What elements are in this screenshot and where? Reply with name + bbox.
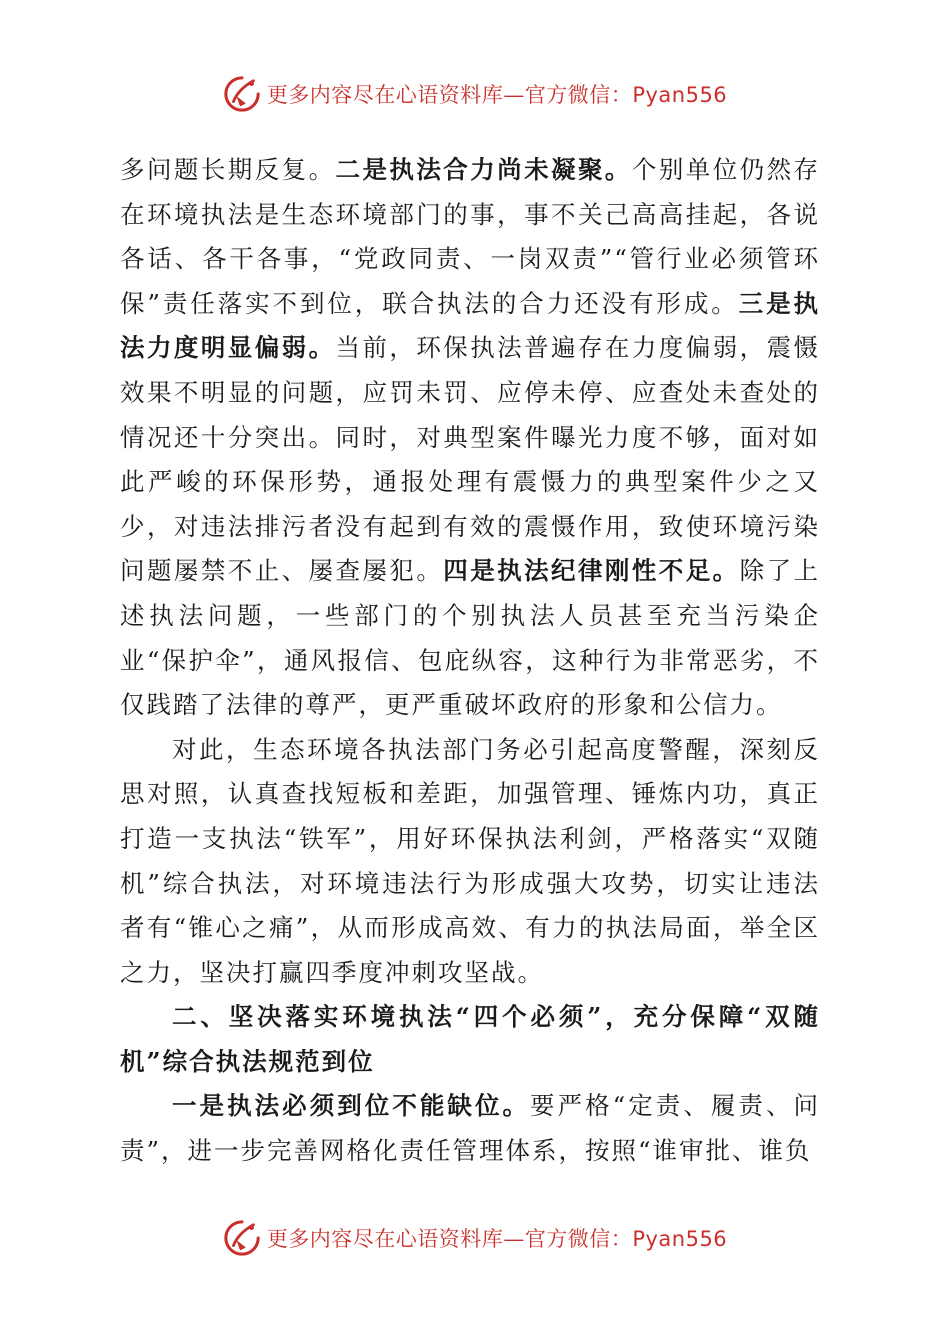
text-run: 多问题长期反复。 — [120, 155, 336, 184]
brush-seal-logo-icon — [223, 1219, 261, 1257]
bold-text-run: 二、坚决落实环境执法“四个必须”，充分保障“双随机”综合执法规范到位 — [120, 1002, 820, 1076]
bold-text-run: 三是执法力度明显偏弱。 — [120, 288, 820, 363]
paragraph — [120, 148, 820, 728]
text-run: 要严格“定责、履责、问责”，进一步完善网格化责任管理体系，按照“谁审批、谁负 — [120, 1091, 820, 1166]
text-run: 除了上述执法问题，一些部门的个别执法人员甚至充当污染企业“保护伞”，通风报信、包庇纵容，这种行为非常恶劣，不仅践踏了法律的尊严，更严重破坏政府的形象和公信力。 — [120, 556, 821, 720]
article-body — [120, 148, 820, 1174]
header-banner-text: 更多内容尽在心语资料库—官方微信：Pyan556 — [266, 83, 728, 107]
text-run: 对此，生态环境各执法部门务必引起高度警醒，深刻反思对照，认真查找短板和差距，加强管理、锤炼内功，真正打造一支执法“铁军”，用好环保执法利剑，严格落实“双随机”综合执法，对环境违法行为形成强大攻势，切实让违法者有“锥心之痛”，从而形成高效、有力的执法局面，举全区之力，坚决打赢四季度冲刺攻坚战。 — [120, 734, 820, 987]
paragraph — [120, 728, 820, 996]
header-banner — [0, 72, 950, 116]
bold-text-run: 二是执法合力尚未凝聚。 — [335, 155, 632, 184]
text-run: 个别单位仍然存在环境执法是生态环境部门的事，事不关己高高挂起，各说各话、各干各事，“党政同责、一岗双责”“管行业必须管环保”责任落实不到位，联合执法的合力还没有形成。 — [120, 155, 821, 318]
paragraph — [120, 1084, 820, 1173]
bold-text-run: 一是执法必须到位不能缺位。 — [172, 1091, 531, 1121]
brush-seal-logo-icon — [223, 75, 261, 113]
bold-text-run: 四是执法纪律刚性不足。 — [443, 556, 740, 586]
text-run: 当前，环保执法普遍存在力度偏弱，震慑效果不明显的问题，应罚未罚、应停未停、应查处未查处的情况还十分突出。同时，对典型案件曝光力度不够，面对如此严峻的环保形势，通报处理有震慑力的典型案件少之又少，对违法排污者没有起到有效的震慑作用，致使环境污染问题屡禁不止、屡查屡犯。 — [120, 333, 821, 586]
footer-banner-text: 更多内容尽在心语资料库—官方微信：Pyan556 — [266, 1227, 728, 1251]
paragraph — [120, 995, 820, 1084]
footer-banner — [0, 1216, 950, 1260]
